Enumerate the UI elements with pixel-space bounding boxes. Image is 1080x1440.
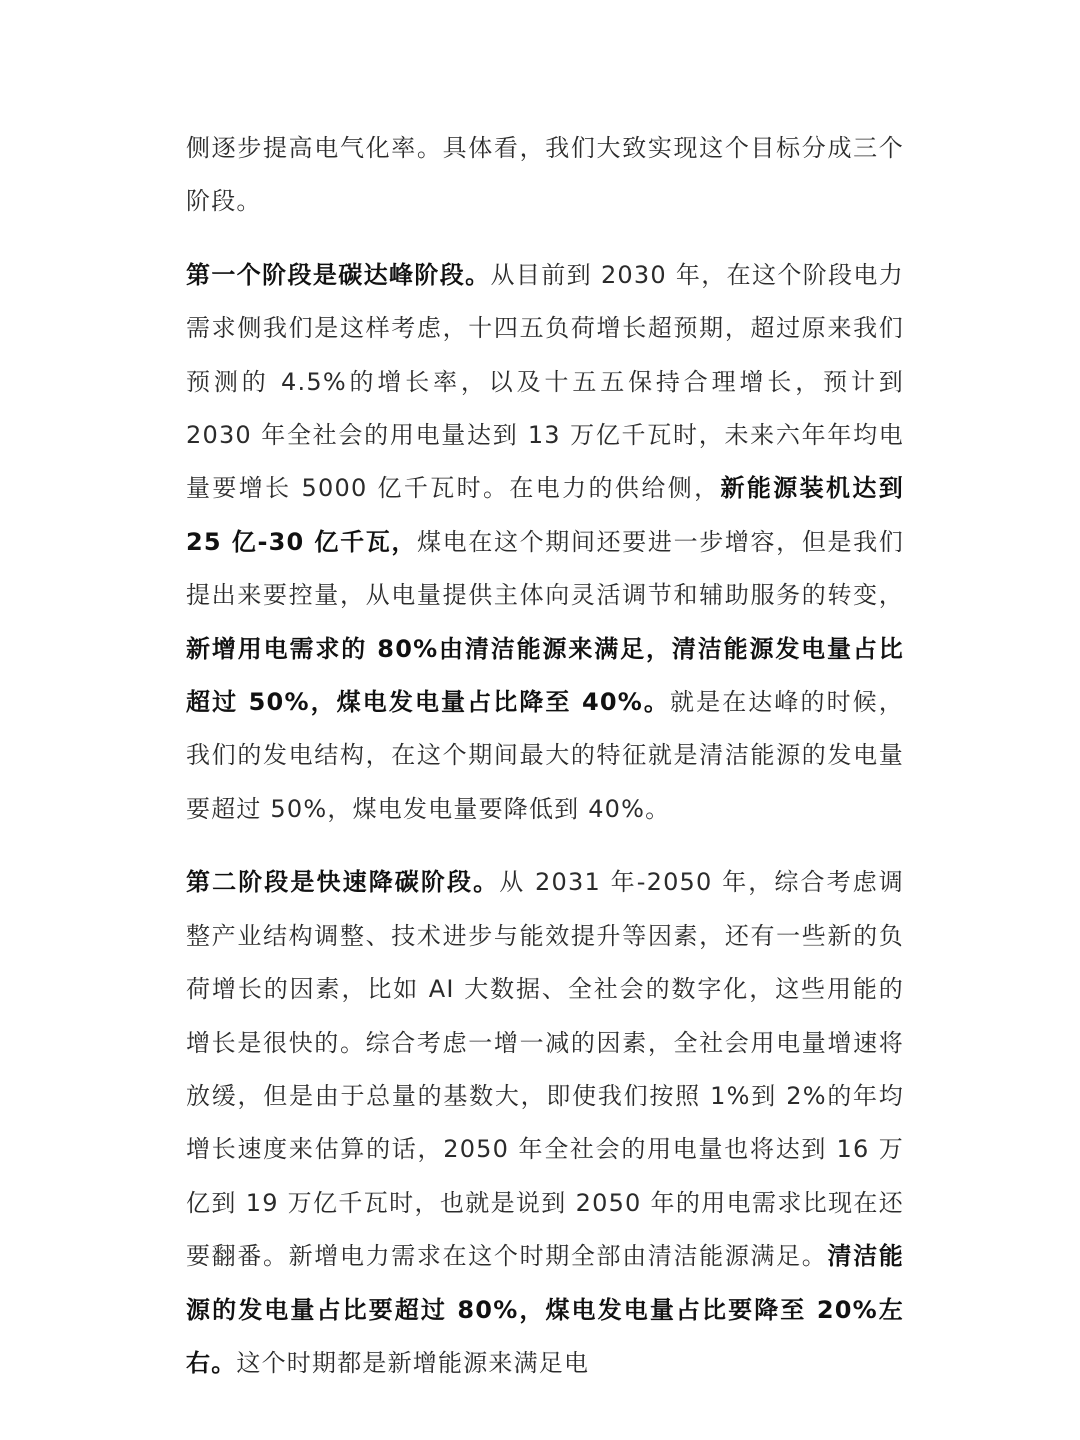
paragraph-stage-one [186,249,904,836]
bold-highlight: 清洁能源的发电量占比要超过 80%，煤电发电量占比要降至 20%左右。 [186,1242,905,1377]
paragraph-text: 侧逐步提高电气化率。具体看，我们大致实现这个目标分成三个阶段。 [186,134,904,216]
paragraph-text: 从 2031 年-2050 年，综合考虑调整产业结构调整、技术进步与能效提升等因素，还有一些新的负荷增长的因素，比如 AI 大数据、全社会的数字化，这些用能的增长是很快的。综合考虑一增一减的因素，全社会用电量增速将放缓，但是由于总量的基数大，即使我们按照 1%到 2%的年均增长速度来估算的话，2050 年全社会的用电量也将达到 16 万亿到 19 万亿千瓦时，也就是说到 2050 年的用电需求比现在还要翻番。新增电力需求在这个时期全部由清洁能源满足。 [186,868,904,1271]
stage-one-heading: 第一个阶段是碳达峰阶段。 [186,260,491,289]
paragraph-text: 从目前到 2030 年，在这个阶段电力需求侧我们是这样考虑，十四五负荷增长超预期，超过原来我们预测的 4.5%的增长率，以及十五五保持合理增长，预计到 2030 年全社会的用电量达到 13 万亿千瓦时，未来六年年均电量要增长 5000 亿千瓦时。在电力的供给侧， [186,260,905,503]
bold-highlight: 新增用电需求的 80%由清洁能源来满足，清洁能源发电量占比超过 50%，煤电发电量占比降至 40%。 [186,634,904,717]
paragraph-text: 这个时期都是新增能源来满足电 [236,1348,590,1377]
paragraph-intro-tail [186,122,904,229]
stage-two-heading: 第二阶段是快速降碳阶段。 [186,868,500,897]
paragraph-text: 就是在达峰的时候，我们的发电结构，在这个期间最大的特征就是清洁能源的发电量要超过 50%，煤电发电量要降低到 40%。 [186,688,904,823]
paragraph-stage-two [186,856,904,1390]
bold-highlight: 新能源装机达到 25 亿-30 亿千瓦， [186,474,905,556]
document-page [186,122,904,1390]
paragraph-text: 煤电在这个期间还要进一步增容，但是我们提出来要控量，从电量提供主体向灵活调节和辅助服务的转变， [186,527,904,610]
